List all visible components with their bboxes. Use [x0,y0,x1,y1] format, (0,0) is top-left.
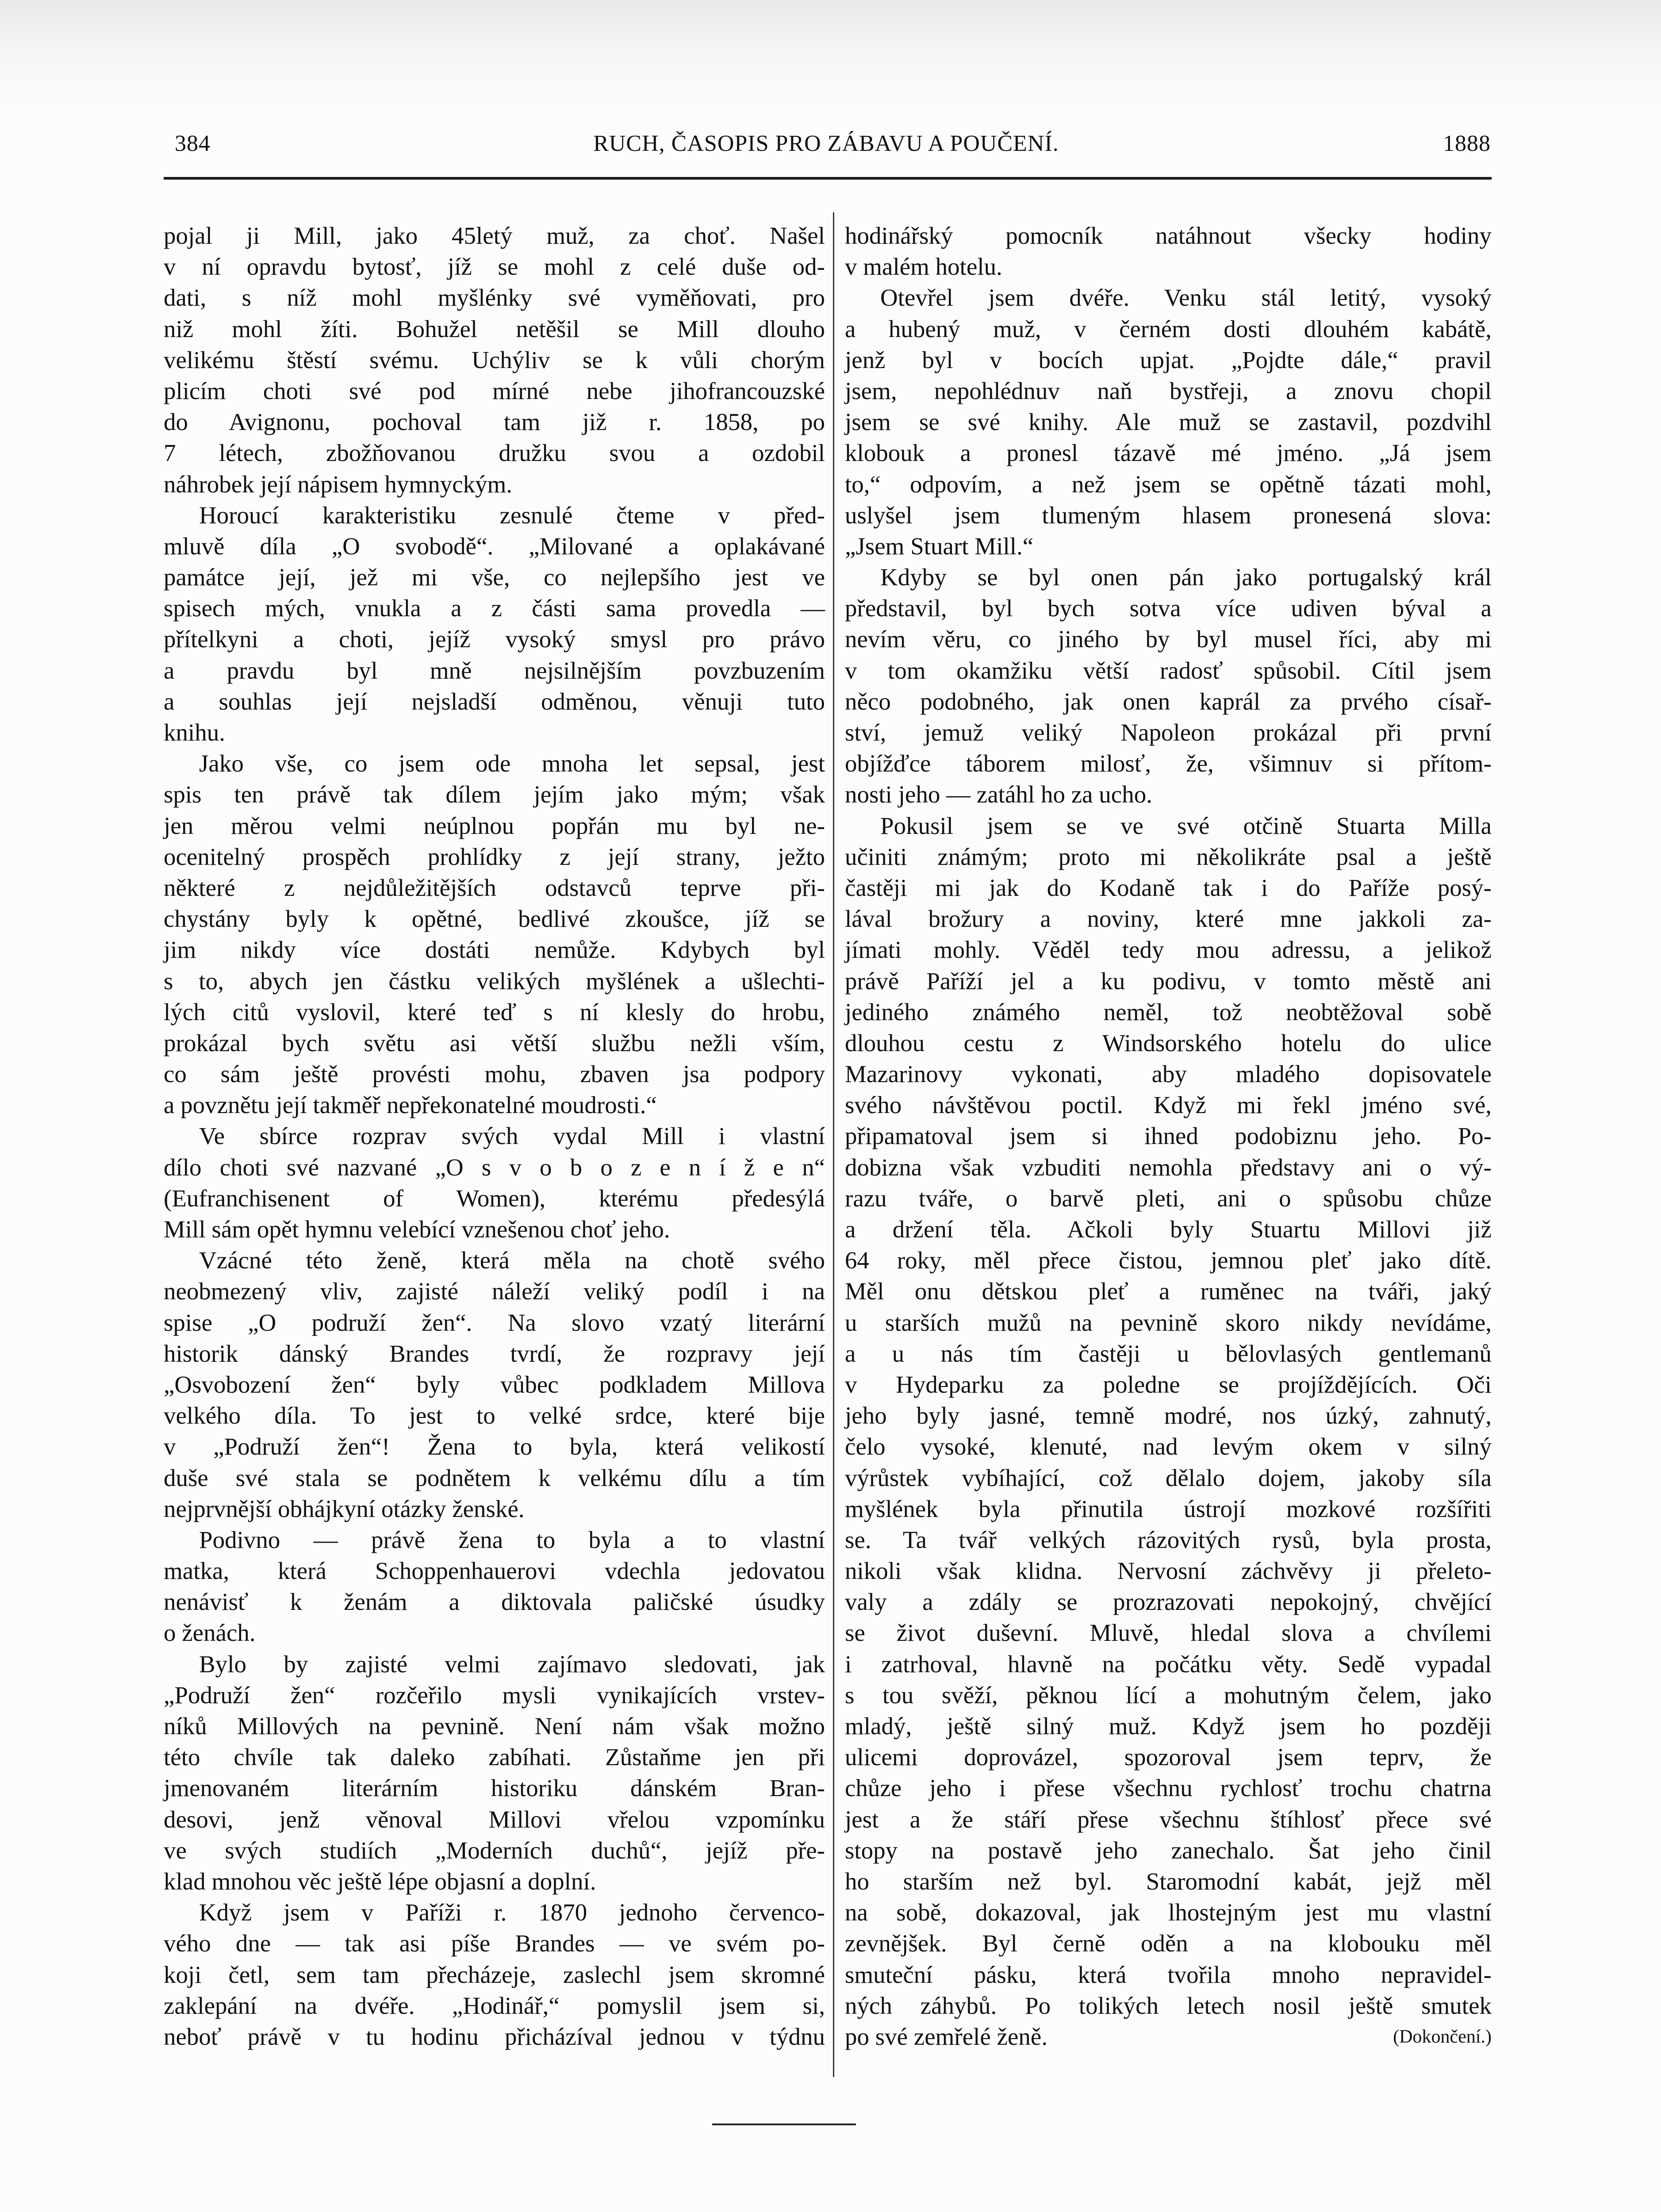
line-text: neboť právě v tu hodinu přicházíval jednou v týdnu [164,2023,825,2050]
line-text: s to, abych jen částku velikých myšlének a ušlechti- [164,967,825,995]
text-line [164,531,825,562]
line-text: valy a zdály se prozrazovati nepokojný, chvějící [845,1588,1492,1616]
text-line [845,1742,1492,1773]
text-line [845,1804,1492,1835]
line-text: Měl onu dětskou pleť a ruměnec na tváři, jaký [845,1278,1492,1305]
line-text: Otevřel jsem dvéře. Venku stál letitý, vysoký [880,284,1492,311]
line-text: spisech mých, vnukla a z části sama provedla — [164,595,825,622]
paragraph [164,1525,825,1649]
text-line [164,903,825,934]
line-text: jen měrou velmi neúplnou popřán mu byl ne- [164,812,825,839]
text-line [845,1090,1492,1121]
line-text: historik dánský Brandes tvrdí, že rozpravy její [164,1340,825,1367]
line-text: a držení těla. Ačkoli byly Stuartu Millovi již [845,1216,1492,1243]
text-line [845,282,1492,313]
text-line [164,1835,825,1866]
text-line [164,841,825,872]
text-line [845,1680,1492,1711]
text-line [845,1835,1492,1866]
line-text: 64 roky, měl přece čistou, jemnou pleť jako dítě. [845,1247,1492,1274]
text-line [845,1400,1492,1431]
line-text: Ve sbírce rozprav svých vydal Mill i vlastní [199,1122,825,1150]
line-text: duše své stala se podnětem k velkému dílu a tím [164,1464,825,1491]
line-text: dobizna však vzbuditi nemohla představy ani o vý- [845,1153,1492,1181]
text-line [164,1152,825,1183]
line-text: učiniti známým; proto mi několikráte psal a ještě [845,843,1492,870]
line-text: o ženách. [164,1619,256,1647]
text-line [164,1742,825,1773]
left-column [164,220,825,2052]
line-text: připamatoval jsem si ihned podobiznu jeho. Po- [845,1122,1492,1150]
line-text: klobouk a pronesl tázavě mé jméno. „Já jsem [845,439,1492,467]
line-text: některé z nejdůležitějších odstavců teprve při- [164,874,825,901]
text-line [164,1338,825,1369]
line-text: na sobě, dokazoval, jak lhostejným jest mu vlastní [845,1899,1492,1926]
line-text: náhrobek její nápisem hymnyckým. [164,470,513,498]
text-line [845,1494,1492,1525]
text-line [164,407,825,438]
text-line [164,1990,825,2021]
text-line [164,1711,825,1742]
text-line [845,1617,1492,1648]
line-text: chystány byly k opětné, bedlivé zkoušce, jíž se [164,905,825,933]
line-text: něco podobného, jak onen kaprál za prvého císař- [845,687,1492,715]
right-column [845,220,1492,2052]
paragraph [845,562,1492,810]
line-text: v Hydeparku za poledne se projíždějících. Oči [845,1371,1492,1398]
text-line [164,1369,825,1400]
text-line [845,841,1492,872]
text-line [164,1245,825,1276]
line-text: Jako vše, co jsem ode mnoha let sepsal, jest [199,750,825,777]
line-text: Když jsem v Paříži r. 1870 jednoho červenco- [199,1899,825,1926]
text-line [164,686,825,717]
journal-title: RUCH, ČASOPIS PRO ZÁBAVU A POUČENÍ. [593,131,1059,156]
text-line [845,314,1492,345]
line-text: Kdyby se byl onen pán jako portugalský král [880,564,1492,591]
line-text: této chvíle tak daleko zabíhati. Zůstaňme jen při [164,1743,825,1771]
text-line [164,934,825,965]
paragraph [164,748,825,1121]
text-line [845,1431,1492,1462]
line-text: to,“ odpovím, a než jsem se opětně tázati mohl, [845,470,1492,498]
line-text: níků Millových na pevnině. Není nám však možno [164,1713,825,1740]
text-line [164,717,825,748]
text-line [164,314,825,345]
line-text: svého návštěvou poctil. Když mi řekl jméno své, [845,1091,1492,1119]
column-divider [833,212,834,2077]
text-line [845,1276,1492,1307]
text-line [845,251,1492,282]
line-text: (Eufranchisenent of Women), kterému předesýlá [164,1184,825,1212]
text-line [845,966,1492,997]
line-text: častěji mi jak do Kodaně tak i do Paříže posý- [845,874,1492,901]
year: 1888 [1443,131,1491,156]
text-line [164,1928,825,1959]
line-text: jsem se své knihy. Ale muž se zastavil, pozdvihl [845,408,1492,436]
text-line [845,1990,1492,2021]
text-line [164,1586,825,1617]
line-text: prokázal bych světu asi větší službu nežli vším, [164,1029,825,1056]
text-line [845,1245,1492,1276]
line-text: 7 létech, zbožňovanou družku svou a ozdobil [164,439,825,467]
line-text: jímati mohly. Věděl tedy mou adressu, a jelikož [845,936,1492,964]
paragraph [845,220,1492,282]
text-line [164,1649,825,1680]
line-text: nevím věru, co jiného by byl musel říci, aby mi [845,626,1492,653]
text-line [845,903,1492,934]
text-line [845,1463,1492,1494]
text-line [164,1804,825,1835]
line-text: jim nikdy více dostáti nemůže. Kdybych byl [164,936,825,964]
text-line [164,1525,825,1555]
text-line [845,1525,1492,1555]
line-text: se život duševní. Mluvě, hledal slova a chvílemi [845,1619,1492,1647]
text-line [164,1959,825,1990]
paragraph [164,220,825,500]
text-line [164,1431,825,1462]
line-text: pojal ji Mill, jako 45letý muž, za choť. Našel [164,222,825,249]
line-text: spise „O podruží žen“. Na slovo vzatý literární [164,1309,825,1336]
line-text: do Avignonu, pochoval tam již r. 1858, po [164,408,825,436]
text-line [845,1028,1492,1059]
text-line [845,655,1492,686]
text-line [164,562,825,593]
text-line [845,1369,1492,1400]
line-text: nosti jeho — zatáhl ho za ucho. [845,781,1152,808]
text-line [845,1897,1492,1928]
line-text: se. Ta tvář velkých rázovitých rysů, byla prosta, [845,1526,1492,1553]
line-text: výrůstek vybíhající, což dělalo dojem, jakoby síla [845,1464,1492,1491]
text-line [164,1121,825,1152]
paragraph [164,1121,825,1245]
text-line [845,220,1492,251]
text-line [164,1617,825,1648]
line-text: a souhlas její nejsladší odměnou, věnuji tuto [164,687,825,715]
text-line [164,1276,825,1307]
page-number: 384 [175,131,211,156]
line-text: lával brožury a noviny, které mne jakkoli za- [845,905,1492,933]
text-line [164,2021,825,2052]
line-text: „Osvobození žen“ byly vůbec podkladem Millova [164,1371,825,1398]
text-line [845,934,1492,965]
text-line [845,686,1492,717]
line-text: neobmezený vliv, zajisté náleží veliký podíl i na [164,1278,825,1305]
text-line [845,1307,1492,1338]
line-text: nikoli však klidna. Nervosní záchvěvy ji přeleto- [845,1557,1492,1585]
text-line [845,2021,1492,2052]
text-line [164,810,825,841]
line-text: ství, jemuž veliký Napoleon prokázal při první [845,719,1492,746]
line-text: Podivno — právě žena to byla a to vlastní [199,1526,825,1553]
paragraph [845,810,1492,2053]
paragraph [164,1649,825,1897]
line-text: ných záhybů. Po tolikých letech nosil ještě smutek [845,1992,1492,2019]
line-text: razu tváře, o barvě pleti, ani o spůsobu chůze [845,1184,1492,1212]
line-text: v tom okamžiku větší radosť spůsobil. Cítil jsem [845,657,1492,684]
text-line [845,1866,1492,1897]
text-line [164,1897,825,1928]
line-text: i zatrhoval, hlavně na počátku věty. Sedě vypadal [845,1650,1492,1678]
text-line [845,376,1492,407]
text-line [845,1555,1492,1586]
text-line [164,1214,825,1245]
text-line [164,1773,825,1804]
text-line [845,872,1492,903]
text-line [845,531,1492,562]
line-text: přítelkyni a choti, jejíž vysoký smysl pro právo [164,626,825,653]
text-line [845,624,1492,655]
text-line [845,438,1492,469]
line-text: nejprvnější obhájkyní otázky ženské. [164,1495,525,1522]
paragraph [164,1245,825,1525]
line-text: klad mnohou věc ještě lépe objasní a doplní. [164,1867,596,1895]
text-line [164,1400,825,1431]
line-text: s tou svěží, pěknou lící a mohutným čelem, jako [845,1681,1492,1709]
paragraph [164,500,825,749]
line-text: ulicemi doprovázel, spozoroval jsem teprv, že [845,1743,1492,1771]
line-text: dati, s níž mohl myšlénky své vyměňovati, pro [164,284,825,311]
line-text: Bylo by zajisté velmi zajímavo sledovati, jak [199,1650,825,1678]
text-line [164,1555,825,1586]
continuation-note: (Dokončení.) [1393,2026,1492,2047]
line-text: po své zemřelé ženě. [845,2023,1048,2050]
text-line [164,469,825,500]
line-text: v ní opravdu bytosť, jíž se mohl z celé duše od- [164,253,825,280]
text-line [164,1680,825,1711]
line-text: niž mohl žíti. Bohužel netěšil se Mill dlouho [164,315,825,342]
text-line [164,1494,825,1525]
line-text: hodinářský pomocník natáhnout všecky hodiny [845,222,1492,249]
text-line [845,810,1492,841]
line-text: plicím choti své pod mírné nebe jihofrancouzské [164,377,825,404]
line-text: v malém hotelu. [845,253,1002,280]
text-line [845,1649,1492,1680]
text-line [845,1338,1492,1369]
line-text: památce její, jež mi vše, co nejlepšího jest ve [164,564,825,591]
paragraph [164,1897,825,2052]
text-line [164,1307,825,1338]
text-line [164,345,825,376]
line-text: smuteční pásku, která tvořila mnoho nepravidel- [845,1961,1492,1988]
text-line [845,345,1492,376]
line-text: mladý, ještě silný muž. Když jsem ho později [845,1713,1492,1740]
line-text: a u nás tím častěji u bělovlasých gentlemanů [845,1340,1492,1367]
line-text: stopy na postavě jeho zanechalo. Šat jeho činil [845,1836,1492,1864]
line-text: Pokusil jsem se ve své otčině Stuarta Milla [880,812,1492,839]
line-text: koji četl, sem tam přecházeje, zaslechl jsem skromné [164,1961,825,1988]
line-text: zaklepání na dvéře. „Hodinář,“ pomyslil jsem si, [164,1992,825,2019]
text-line [164,1090,825,1121]
line-text: jenž byl v bocích upjat. „Pojdte dále,“ pravil [845,346,1492,373]
text-line [164,624,825,655]
text-line [164,220,825,251]
line-text: jsem, nepohlédnuv naň bystřeji, a znovu chopil [845,377,1492,404]
line-text: jest a že stáří přese všechnu štíhlosť přece své [845,1805,1492,1833]
text-line [164,1463,825,1494]
text-line [164,251,825,282]
text-line [845,1183,1492,1214]
text-line [164,438,825,469]
line-text: uslyšel jsem tlumeným hlasem pronesená slova: [845,501,1492,529]
text-line [164,1866,825,1897]
line-text: „Jsem Stuart Mill.“ [845,532,1034,560]
text-line [845,1586,1492,1617]
text-line [164,779,825,810]
line-text: jediného známého neměl, tož neobtěžoval sobě [845,998,1492,1025]
line-text: desovi, jenž věnoval Millovi vřelou vzpomínku [164,1805,825,1833]
line-text: představil, byl bych sotva více udiven býval a [845,595,1492,622]
text-line [845,997,1492,1028]
closing-rule [712,2124,856,2125]
line-text: Mazarinovy vykonati, aby mladého dopisovatele [845,1060,1492,1088]
line-text: Mill sám opět hymnu velebící vznešenou choť jeho. [164,1216,670,1243]
text-line [164,748,825,779]
line-text: dílo choti své nazvané „O s v o b o z e n í ž e n“ [164,1153,825,1181]
line-text: „Podruží žen“ rozčeřilo mysli vynikajících vrstev- [164,1681,825,1709]
text-line [845,1711,1492,1742]
text-line [845,1152,1492,1183]
line-text: ho starším než byl. Staromodní kabát, jejž měl [845,1867,1492,1895]
line-text: objížďce táborem milosť, že, všimnuv si přítom- [845,750,1492,777]
text-line [164,655,825,686]
line-text: jeho byly jasné, temně modré, nos úzký, zahnutý, [845,1402,1492,1429]
text-line [845,469,1492,500]
text-line [164,376,825,407]
text-line [164,282,825,313]
line-text: velikému štěstí svému. Uchýliv se k vůli chorým [164,346,825,373]
line-text: a hubený muž, v černém dosti dlouhém kabátě, [845,315,1492,342]
line-text: mluvě díla „O svobodě“. „Milované a oplakávané [164,532,825,560]
line-text: čelo vysoké, klenuté, nad levým okem v silný [845,1433,1492,1460]
line-text: myšlének byla přinutila ústrojí mozkové rozšířiti [845,1495,1492,1522]
line-text: a povznětu její takměř nepřekonatelné moudrosti.“ [164,1091,657,1119]
line-text: právě Paříží jel a ku podivu, v tomto městě ani [845,967,1492,995]
text-line [164,966,825,997]
text-line [845,1121,1492,1152]
line-text: chůze jeho i přese všechnu rychlosť trochu chatrna [845,1774,1492,1802]
text-line [164,1028,825,1059]
text-line [845,500,1492,531]
text-line [164,1059,825,1090]
line-text: u starších mužů na pevnině skoro nikdy nevídáme, [845,1309,1492,1336]
text-line [845,1773,1492,1804]
line-text: v „Podruží žen“! Žena to byla, která velikostí [164,1433,825,1460]
text-line [164,872,825,903]
line-text: jmenovaném literárním historiku dánském Bran- [164,1774,825,1802]
line-text: lých citů vyslovil, které teď s ní klesly do hrobu, [164,998,825,1025]
line-text: ve svých studiích „Moderních duchů“, jejíž pře- [164,1836,825,1864]
line-text: co sám ještě provésti mohu, zbaven jsa podpory [164,1060,825,1088]
text-line [845,1059,1492,1090]
line-text: spis ten právě tak dílem jejím jako mým; však [164,781,825,808]
text-line [845,562,1492,593]
line-text: vého dne — tak asi píše Brandes — ve svém po- [164,1930,825,1957]
text-line [845,748,1492,779]
text-line [845,593,1492,624]
text-line [164,593,825,624]
line-text: matka, která Schoppenhauerovi vdechla jedovatou [164,1557,825,1585]
line-text: dlouhou cestu z Windsorského hotelu do ulice [845,1029,1492,1056]
text-line [845,1214,1492,1245]
paragraph [845,282,1492,562]
line-text: zevnějšek. Byl černě oděn a na klobouku měl [845,1930,1492,1957]
text-line [164,500,825,531]
text-line [845,779,1492,810]
text-line [164,997,825,1028]
line-text: a pravdu byl mně nejsilnějším povzbuzením [164,657,825,684]
line-text: Horoucí karakteristiku zesnulé čteme v před- [199,501,825,529]
line-text: nenávisť k ženám a diktovala paličské úsudky [164,1588,825,1616]
line-text: knihu. [164,719,226,746]
line-text: Vzácné této ženě, která měla na chotě svého [199,1247,825,1274]
line-text: ocenitelný prospěch prohlídky z její strany, ježto [164,843,825,870]
text-line [845,717,1492,748]
line-text: velkého díla. To jest to velké srdce, které bije [164,1402,825,1429]
text-line [845,1959,1492,1990]
text-line [164,1183,825,1214]
text-line [845,1928,1492,1959]
text-line [845,407,1492,438]
header-rule [164,177,1492,180]
